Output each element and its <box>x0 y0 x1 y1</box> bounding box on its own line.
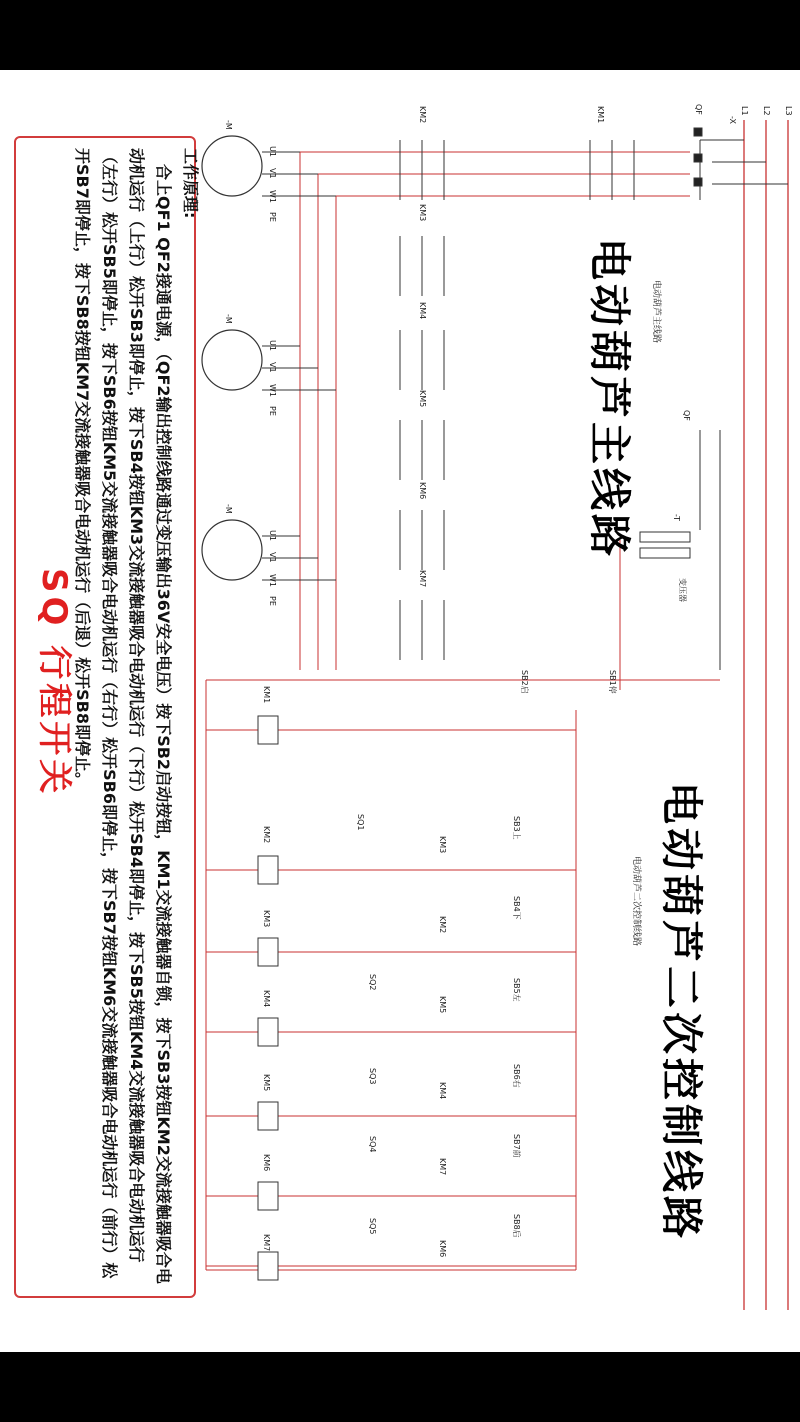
explanation-title: 工作原理: <box>181 148 200 219</box>
coil-km7-label: KM7 <box>262 1234 271 1252</box>
phase-label-l2: L2 <box>762 106 771 116</box>
transformer-name: 变压器 <box>678 578 687 602</box>
motor-3-term-pe: PE <box>268 596 277 606</box>
transformer-tag: -T <box>672 514 681 522</box>
sq3-label: SQ3 <box>368 1068 377 1085</box>
button-sb8-label: SB8后 <box>512 1214 521 1238</box>
coil-km5-label: KM5 <box>262 1074 271 1092</box>
sq1-label: SQ1 <box>356 814 365 831</box>
button-sb4-label: SB4下 <box>512 896 521 920</box>
explanation-text <box>69 148 204 1288</box>
contactor-label-km4: KM4 <box>418 302 427 320</box>
main-circuit-small-title: 电动葫芦主线路 <box>651 280 661 344</box>
motor-2-term-u: U1 <box>268 340 277 351</box>
motor-2-term-pe: PE <box>268 406 277 416</box>
control-bus <box>206 540 720 1270</box>
main-circuit-title: 电动葫芦主线路 <box>585 238 634 561</box>
motor-1-term-pe: PE <box>268 212 277 222</box>
button-sb7-label: SB7前 <box>512 1134 521 1158</box>
motor-2-term-w: W1 <box>268 384 277 397</box>
phase-mark: -X <box>728 116 737 124</box>
contactor-label-km2: KM2 <box>418 106 427 124</box>
interlock-km7-label: KM7 <box>438 1158 447 1176</box>
phase-label-l1: L1 <box>740 106 749 116</box>
motor-3-term-u: U1 <box>268 530 277 541</box>
interlock-km2-label: KM2 <box>438 916 447 934</box>
coil-km6-label: KM6 <box>262 1154 271 1172</box>
button-sb3-label: SB3上 <box>512 816 521 840</box>
contactor-label-km1: KM1 <box>596 106 605 124</box>
sq5-label: SQ5 <box>368 1218 377 1235</box>
phase-bus <box>744 120 788 1310</box>
contactor-label-km5: KM5 <box>418 390 427 408</box>
contactor-label-km7: KM7 <box>418 570 427 588</box>
sq-travel-switch-label: SQ 行程开关 <box>34 568 74 798</box>
coil-km2-label: KM2 <box>262 826 271 844</box>
motor-3-term-w: W1 <box>268 574 277 587</box>
motor-3-term-v: V1 <box>268 552 277 563</box>
motor-2-tag: -M <box>224 314 233 324</box>
interlock-km6-label: KM6 <box>438 1240 447 1258</box>
button-sb6-label: SB6右 <box>512 1064 521 1088</box>
interlock-km3-label: KM3 <box>438 836 447 854</box>
button-sb5-label: SB5左 <box>512 978 521 1002</box>
explanation-body: 合上QF1 QF2接通电源，（QF2输出控制线路通过变压输出36V安全电压）按下SB2启动按钮，KM1交流接触器自锁，按下SB3按钮KM2交流接触器吸合电动机运行（上行）松开SB3即停止，按下SB4按钮KM3交流接触器吸合电动机运行（下行）松开SB4即停止，按下SB5按钮KM4交流接触器吸合电动机运行（左行）松开SB5即停止，按下SB6按钮KM5交流接触器吸合电动机运行（右行）松开SB6即停止，按下SB7按钮KM6交流接触器吸合电动机运行（前行）松开SB7即停止，按下SB8按钮KM7交流接触器吸合电动机运行（后退）松开SB8即停止。 <box>73 148 173 1284</box>
coil-km3-label: KM3 <box>262 910 271 928</box>
motor-1-term-v: V1 <box>268 168 277 179</box>
secondary-circuit-title: 电动葫芦二次控制线路 <box>657 782 706 1243</box>
secondary-circuit-small-title: 电动葫芦二次控制线路 <box>631 856 641 947</box>
interlock-km4-label: KM4 <box>438 1082 447 1100</box>
start-button-label: SB2启 <box>520 670 529 694</box>
transformer-symbol <box>640 430 720 670</box>
motor-3-tag: -M <box>224 504 233 514</box>
stop-button-label: SB1停 <box>608 670 617 694</box>
interlock-km5-label: KM5 <box>438 996 447 1014</box>
main-breaker <box>694 128 788 200</box>
coil-km4-label: KM4 <box>262 990 271 1008</box>
sq4-label: SQ4 <box>368 1136 377 1153</box>
phase-label-l3: L3 <box>784 106 793 116</box>
contactor-label-km3: KM3 <box>418 204 427 222</box>
motor-2-term-v: V1 <box>268 362 277 373</box>
breaker-label-main: QF <box>694 104 703 115</box>
motor-1-tag: -M <box>224 120 233 130</box>
coil-km1-label: KM1 <box>262 686 271 704</box>
sq2-label: SQ2 <box>368 974 377 991</box>
motor-1-term-w: W1 <box>268 190 277 203</box>
explanation-box <box>14 136 200 1298</box>
breaker-label-control: QF <box>682 410 691 421</box>
contactor-label-km6: KM6 <box>418 482 427 500</box>
diagram-sheet <box>0 70 800 1352</box>
motor-1-term-u: U1 <box>268 146 277 157</box>
